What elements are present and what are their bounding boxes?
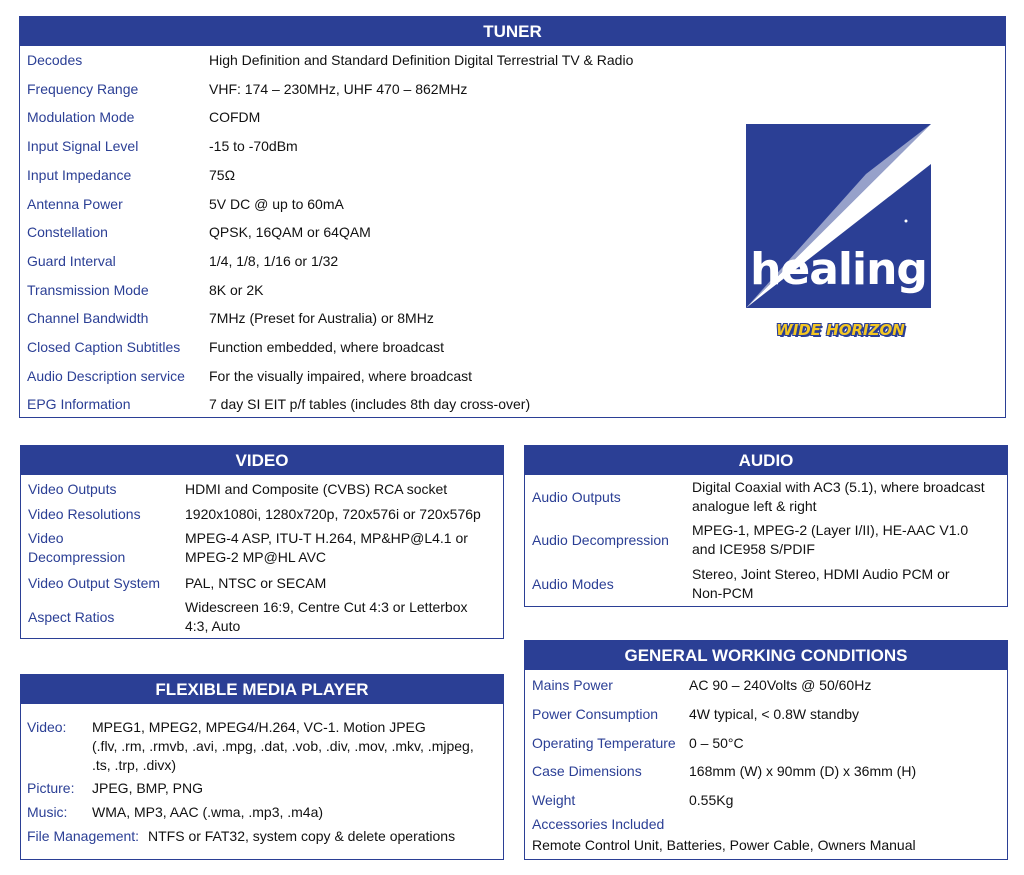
spec-value: HDMI and Composite (CVBS) RCA socket <box>185 481 448 497</box>
spec-value: AC 90 – 240Volts @ 50/60Hz <box>689 677 872 693</box>
spec-value: Widescreen 16:9, Centre Cut 4:3 or Letterbox <box>185 599 468 615</box>
spec-value: MPEG-2 MP@HL AVC <box>185 549 327 565</box>
spec-value: MPEG-1, MPEG-2 (Layer I/II), HE-AAC V1.0 <box>692 522 969 538</box>
spec-value: High Definition and Standard Definition Digital Terrestrial TV & Radio <box>209 52 634 68</box>
spec-row <box>21 504 503 524</box>
spec-label: Video Output System <box>28 575 161 591</box>
spec-label: Music: <box>27 804 68 820</box>
spec-value: 8K or 2K <box>209 281 264 298</box>
spec-value: 75Ω <box>209 166 236 183</box>
spec-value: .ts, .trp, .divx) <box>92 757 177 773</box>
logo-wordmark: healing <box>750 244 927 295</box>
spec-value: 1920x1080i, 1280x720p, 720x576i or 720x576p <box>185 506 481 522</box>
spec-label: Video Resolutions <box>28 506 141 522</box>
spec-label: Video Outputs <box>28 481 117 497</box>
spec-label: Mains Power <box>532 677 613 693</box>
audio-header: AUDIO <box>525 446 1007 475</box>
video-header: VIDEO <box>21 446 503 475</box>
spec-row <box>525 672 1007 698</box>
spec-value: MPEG1, MPEG2, MPEG4/H.264, VC-1. Motion JPEG <box>92 719 426 735</box>
wide-horizon-badge <box>768 318 913 342</box>
spec-label: Picture: <box>27 780 75 796</box>
spec-label: Channel Bandwidth <box>27 310 149 327</box>
spec-row <box>21 779 503 799</box>
spec-label: Constellation <box>27 224 108 241</box>
spec-label: Aspect Ratios <box>28 609 115 625</box>
spec-row <box>21 479 503 499</box>
spec-value: analogue left & right <box>692 498 817 514</box>
general-conditions-header: GENERAL WORKING CONDITIONS <box>525 641 1007 670</box>
spec-value: (.flv, .rm, .rmvb, .avi, .mpg, .dat, .vob, .div, .mov, .mkv, .mjpeg, <box>92 738 474 754</box>
spec-label: Decompression <box>28 549 126 565</box>
spec-row <box>525 730 1007 756</box>
spec-row <box>525 565 1007 605</box>
spec-value: 7 day SI EIT p/f tables (includes 8th day cross-over) <box>209 396 531 413</box>
spec-row <box>21 529 503 569</box>
logo-tagline: WIDE HORIZON <box>776 321 905 339</box>
spec-row <box>21 718 503 778</box>
spec-value: MPEG-4 ASP, ITU-T H.264, MP&HP@L4.1 or <box>185 530 468 546</box>
general-conditions-panel <box>524 640 1008 860</box>
media-player-header: FLEXIBLE MEDIA PLAYER <box>21 675 503 704</box>
spec-value: JPEG, BMP, PNG <box>92 780 203 796</box>
spec-value: WMA, MP3, AAC (.wma, .mp3, .m4a) <box>92 804 324 820</box>
spec-label: Input Signal Level <box>27 138 139 155</box>
spec-value: QPSK, 16QAM or 64QAM <box>209 224 371 241</box>
spec-row <box>525 787 1007 813</box>
spec-value: VHF: 174 – 230MHz, UHF 470 – 862MHz <box>209 80 468 97</box>
spec-value: 5V DC @ up to 60mA <box>209 195 344 212</box>
spec-label: Guard Interval <box>27 252 116 269</box>
spec-value: Stereo, Joint Stereo, HDMI Audio PCM or <box>692 566 950 582</box>
spec-row <box>21 827 503 847</box>
spec-label: Closed Caption Subtitles <box>27 339 181 355</box>
tuner-header: TUNER <box>20 17 1005 46</box>
spec-value: COFDM <box>209 109 261 126</box>
spec-value: Non-PCM <box>692 585 754 601</box>
spec-value: 4W typical, < 0.8W standby <box>689 706 860 722</box>
spec-row <box>20 362 1005 391</box>
video-panel <box>20 445 504 639</box>
spec-label: Operating Temperature <box>532 735 676 751</box>
spec-row <box>525 701 1007 727</box>
spec-row <box>20 390 1005 419</box>
spec-label: EPG Information <box>27 396 131 413</box>
spec-label: Accessories Included <box>532 816 665 832</box>
spec-label: Video <box>28 530 64 546</box>
spec-label: Power Consumption <box>532 706 659 722</box>
media-player-panel <box>20 674 504 860</box>
spec-value: Digital Coaxial with AC3 (5.1), where broadcast <box>692 479 985 495</box>
spec-value: 1/4, 1/8, 1/16 or 1/32 <box>209 252 339 269</box>
spec-label: Weight <box>532 792 576 808</box>
spec-label: Audio Modes <box>532 576 614 592</box>
spec-row <box>21 803 503 823</box>
spec-label: Frequency Range <box>27 80 139 97</box>
audio-panel <box>524 445 1008 607</box>
spec-label: Input Impedance <box>27 166 132 183</box>
healing-logo <box>746 124 931 308</box>
spec-value: 4:3, Auto <box>185 618 241 634</box>
spec-value: -15 to -70dBm <box>209 138 298 155</box>
spec-row <box>525 521 1007 561</box>
spec-value: Function embedded, where broadcast <box>209 339 445 355</box>
spec-label: Audio Description service <box>27 367 185 384</box>
spec-label: Case Dimensions <box>532 763 642 779</box>
spec-label: Audio Decompression <box>532 532 669 548</box>
spec-row <box>21 598 503 638</box>
spec-value: NTFS or FAT32, system copy & delete operations <box>148 828 456 844</box>
spec-label: Video: <box>27 719 67 735</box>
spec-row <box>20 46 1005 75</box>
spec-value: 0.55Kg <box>689 792 734 808</box>
spec-row <box>525 758 1007 784</box>
spec-row <box>20 75 1005 104</box>
spec-value: 168mm (W) x 90mm (D) x 36mm (H) <box>689 763 917 779</box>
spec-value: 0 – 50°C <box>689 735 744 751</box>
spec-value: and ICE958 S/PDIF <box>692 541 815 557</box>
spec-label: Transmission Mode <box>27 281 149 298</box>
spec-label: Antenna Power <box>27 195 123 212</box>
spec-label: Modulation Mode <box>27 109 135 126</box>
spec-row <box>21 573 503 593</box>
spec-label: Decodes <box>27 52 83 68</box>
spec-row <box>525 478 1007 518</box>
spec-value: Remote Control Unit, Batteries, Power Cable, Owners Manual <box>532 837 916 853</box>
spec-value: 7MHz (Preset for Australia) or 8MHz <box>209 310 434 327</box>
spec-value: PAL, NTSC or SECAM <box>185 575 327 591</box>
spec-value: For the visually impaired, where broadcast <box>209 367 473 384</box>
spec-row <box>525 814 1007 856</box>
spec-label: Audio Outputs <box>532 489 621 505</box>
spec-label: File Management: <box>27 828 140 844</box>
